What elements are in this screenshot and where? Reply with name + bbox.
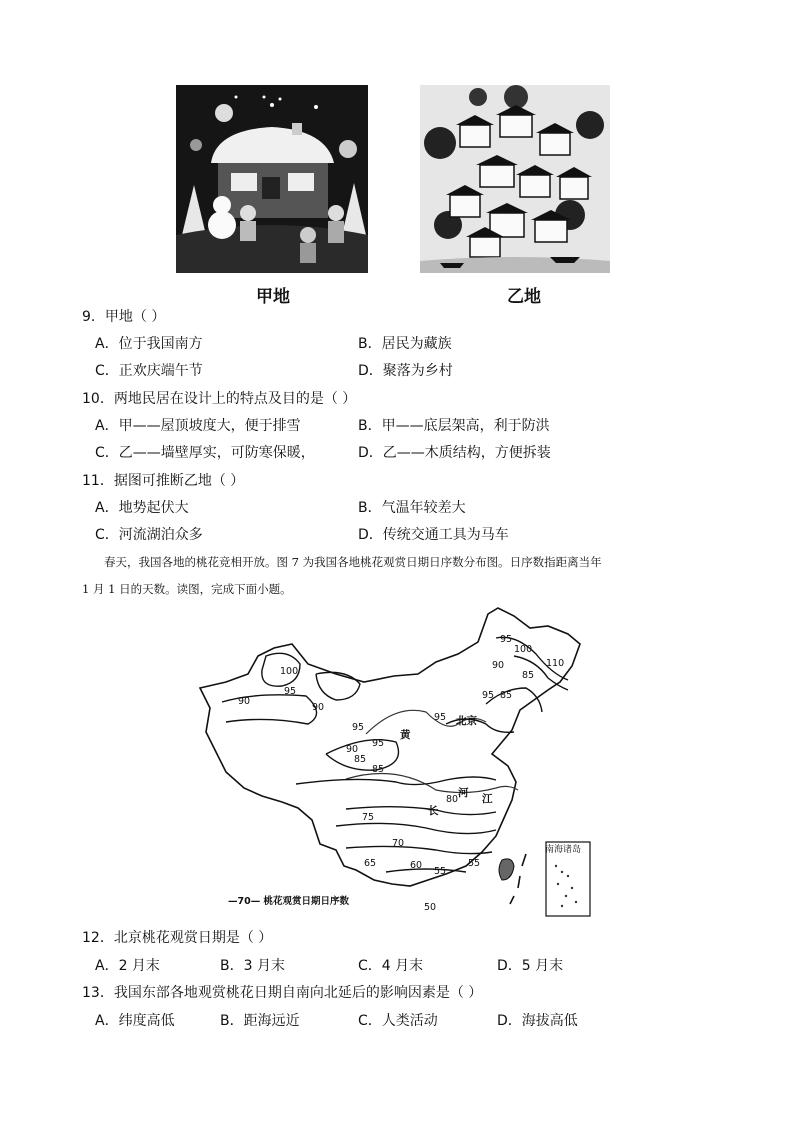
contour-label: 95 — [372, 738, 385, 749]
question-13-stem: 13．我国东部各地观赏桃花日期自南向北延后的影响因素是（ ） — [82, 985, 483, 1001]
question-11-option-d[interactable]: D．传统交通工具为马车 — [358, 527, 509, 543]
question-9-option-b[interactable]: B．居民为藏族 — [358, 336, 452, 352]
contour-label: 95 — [284, 686, 297, 697]
jiadi-picture — [176, 85, 368, 273]
question-10-option-d[interactable]: D．乙——木质结构，方便拆装 — [358, 445, 551, 461]
question-12-option-b[interactable]: B．3 月末 — [220, 958, 285, 974]
map-intro-line-1: 春天，我国各地的桃花竞相开放。图 7 为我国各地桃花观赏日期日序数分布图。日序数指距离当年 — [104, 555, 602, 569]
contour-label: 65 — [364, 858, 377, 869]
place-label-he: 河 — [458, 787, 469, 799]
place-label-chang: 长 — [428, 805, 439, 817]
contour-label: 55 — [468, 858, 481, 869]
question-11-option-b[interactable]: B．气温年较差大 — [358, 500, 466, 516]
place-label-huang: 黄 — [400, 729, 411, 741]
question-10-option-a[interactable]: A．甲——屋顶坡度大，便于排雪 — [95, 418, 301, 434]
question-11-option-a[interactable]: A．地势起伏大 — [95, 500, 189, 516]
contour-label: 95 — [482, 690, 495, 701]
contour-label: 50 — [424, 902, 437, 913]
contour-label: 85 — [500, 690, 513, 701]
question-13-option-a[interactable]: A．纬度高低 — [95, 1013, 175, 1029]
question-11-stem: 11．据图可推断乙地（ ） — [82, 473, 245, 489]
hainan-island — [499, 859, 514, 880]
place-label-jiang: 江 — [482, 793, 493, 805]
contour-label: 75 — [362, 812, 375, 823]
contour-label: 55 — [434, 866, 447, 877]
contour-label: 85 — [522, 670, 535, 681]
question-9-option-a[interactable]: A．位于我国南方 — [95, 336, 203, 352]
question-9-option-d[interactable]: D．聚落为乡村 — [358, 363, 453, 379]
contour-label: 100 — [514, 644, 533, 655]
south-china-sea-inset — [545, 842, 590, 916]
contour-label: 95 — [500, 634, 513, 645]
water-town-illustration — [420, 85, 610, 273]
yidi-picture — [420, 85, 610, 273]
question-13-option-d[interactable]: D．海拔高低 — [497, 1013, 578, 1029]
yidi-caption: 乙地 — [507, 287, 541, 307]
contour-label: 90 — [238, 696, 251, 707]
question-9-option-c[interactable]: C．正欢庆端午节 — [95, 363, 203, 379]
contour-label: 60 — [410, 860, 423, 871]
question-12-option-c[interactable]: C．4 月末 — [358, 958, 424, 974]
contour-label: 85 — [372, 764, 385, 775]
contour-label: 90 — [346, 744, 359, 755]
contour-label: 90 — [312, 702, 325, 713]
jiadi-caption: 甲地 — [256, 287, 290, 307]
contour-label: 70 — [392, 838, 405, 849]
question-13-option-b[interactable]: B．距海远近 — [220, 1013, 300, 1029]
map-legend: —70— 桃花观赏日期日序数 — [228, 896, 350, 907]
question-12-stem: 12．北京桃花观赏日期是（ ） — [82, 930, 273, 946]
contour-label: 100 — [280, 666, 299, 677]
contour-label: 110 — [546, 658, 565, 669]
question-12-option-a[interactable]: A．2 月末 — [95, 958, 160, 974]
map-intro-line-2: 1 月 1 日的天数。读图，完成下面小题。 — [82, 582, 292, 596]
contour-label: 90 — [492, 660, 505, 671]
contour-label: 95 — [434, 712, 447, 723]
question-9-stem: 9．甲地（ ） — [82, 309, 166, 325]
question-10-option-b[interactable]: B．甲——底层架高，利于防洪 — [358, 418, 550, 434]
winter-scene-illustration — [176, 85, 368, 273]
question-10-option-c[interactable]: C．乙——墙壁厚实，可防寒保暖， — [95, 445, 315, 461]
place-label-beijing: 北京 — [456, 715, 477, 727]
svg-text:南海诸岛: 南海诸岛 — [545, 845, 582, 855]
question-13-option-c[interactable]: C．人类活动 — [358, 1013, 438, 1029]
question-11-option-c[interactable]: C．河流湖泊众多 — [95, 527, 203, 543]
contour-label: 85 — [354, 754, 367, 765]
question-10-stem: 10．两地民居在设计上的特点及目的是（ ） — [82, 391, 357, 407]
question-12-option-d[interactable]: D．5 月末 — [497, 958, 564, 974]
contour-label: 95 — [352, 722, 365, 733]
contour-label: 80 — [446, 794, 459, 805]
peach-blossom-isoline-map — [196, 604, 594, 922]
